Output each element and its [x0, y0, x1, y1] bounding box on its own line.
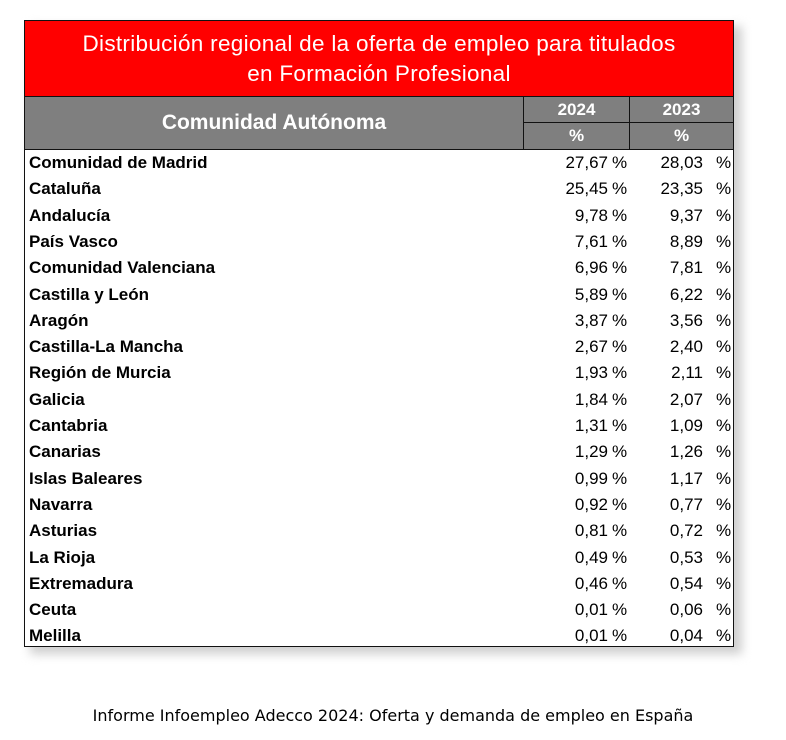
region-name: País Vasco — [29, 231, 118, 251]
year-2024-header: 2024 — [523, 97, 629, 123]
region-name: Andalucía — [29, 205, 111, 225]
percent-sign-2024: % — [612, 442, 628, 462]
percent-sign-2023: % — [716, 494, 732, 514]
table-row — [25, 571, 733, 597]
table-row — [25, 623, 733, 649]
percent-sign-2024: % — [612, 284, 628, 304]
region-name: Extremadura — [29, 573, 133, 593]
region-name: Cantabria — [29, 416, 108, 435]
value-2023: 0,54 — [669, 573, 703, 593]
source-caption: Informe Infoempleo Adecco 2024: Oferta y demanda de empleo en España — [92, 706, 694, 725]
value-2024: 6,96 — [574, 258, 608, 278]
value-2024: 25,45 — [565, 179, 608, 199]
percent-sign-2023: % — [716, 600, 732, 620]
percent-sign-2024: % — [612, 468, 628, 488]
percent-sign-2023: % — [716, 337, 732, 357]
value-2023: 0,06 — [669, 600, 703, 620]
value-2023: 1,26 — [669, 442, 703, 462]
unit-2024-header: % — [523, 123, 629, 149]
percent-sign-2024: % — [612, 573, 628, 593]
table-row — [25, 360, 733, 386]
region-name: Cataluña — [29, 179, 101, 199]
region-name: Región de Murcia — [29, 363, 171, 383]
value-2023: 0,53 — [669, 547, 703, 567]
percent-sign-2024: % — [612, 547, 628, 567]
percent-sign-2024: % — [612, 626, 628, 646]
percent-sign-2024: % — [612, 258, 628, 278]
value-2023: 1,09 — [669, 416, 703, 435]
percent-sign-2023: % — [716, 547, 732, 567]
value-2024: 0,81 — [574, 521, 608, 541]
table-row — [25, 282, 733, 308]
table-row — [25, 545, 733, 571]
value-2024: 0,92 — [574, 494, 608, 514]
table-row — [25, 439, 733, 465]
value-2024: 1,84 — [574, 389, 608, 409]
value-2023: 1,17 — [669, 468, 703, 488]
percent-sign-2023: % — [716, 310, 732, 330]
title-line-2: en Formación Profesional — [247, 61, 511, 86]
percent-sign-2023: % — [716, 153, 732, 172]
table-header — [25, 96, 733, 150]
percent-sign-2023: % — [716, 231, 732, 251]
percent-sign-2023: % — [716, 416, 732, 435]
value-2023: 9,37 — [669, 205, 703, 225]
table-row — [25, 466, 733, 492]
table-row — [25, 150, 733, 176]
value-2024: 2,67 — [574, 337, 608, 357]
value-2024: 1,31 — [574, 416, 608, 435]
region-name: Asturias — [29, 521, 98, 541]
value-2023: 7,81 — [669, 258, 703, 278]
percent-sign-2024: % — [612, 337, 628, 357]
percent-sign-2024: % — [612, 494, 628, 514]
percent-sign-2024: % — [612, 179, 628, 199]
region-name: La Rioja — [29, 547, 96, 567]
percent-sign-2023: % — [716, 205, 732, 225]
percent-sign-2023: % — [716, 468, 732, 488]
region-name: Aragón — [29, 310, 89, 330]
value-2023: 2,11 — [671, 363, 703, 383]
value-2024: 1,93 — [574, 363, 608, 383]
table-row — [25, 492, 733, 518]
percent-sign-2024: % — [612, 600, 628, 620]
table-row — [25, 334, 733, 360]
value-2024: 0,46 — [574, 573, 608, 593]
percent-sign-2024: % — [612, 205, 628, 225]
percent-sign-2023: % — [716, 573, 732, 593]
table-row — [25, 255, 733, 281]
percent-sign-2023: % — [716, 284, 732, 304]
percent-sign-2023: % — [716, 442, 732, 462]
value-2023: 3,56 — [669, 310, 703, 330]
value-2024: 0,01 — [574, 600, 608, 620]
table-row — [25, 229, 733, 255]
title-line-1: Distribución regional de la oferta de empleo para titulados — [82, 31, 676, 56]
value-2023: 0,77 — [669, 494, 703, 514]
table-row — [25, 308, 733, 334]
table-row — [25, 518, 733, 544]
value-2024: 0,49 — [574, 547, 608, 567]
percent-sign-2023: % — [716, 521, 732, 541]
percent-sign-2024: % — [612, 521, 628, 541]
region-name: Galicia — [29, 389, 85, 409]
region-name: Ceuta — [29, 600, 77, 620]
value-2023: 6,22 — [669, 284, 703, 304]
region-name: Comunidad Valenciana — [29, 258, 216, 278]
data-table — [24, 20, 734, 647]
table-row — [25, 597, 733, 623]
region-name: Melilla — [29, 626, 81, 646]
value-2024: 7,61 — [574, 231, 608, 251]
value-2024: 9,78 — [574, 205, 608, 225]
region-name: Navarra — [29, 494, 93, 514]
value-2023: 28,03 — [660, 153, 703, 172]
region-name: Canarias — [29, 442, 101, 462]
percent-sign-2023: % — [716, 179, 732, 199]
value-2024: 1,29 — [574, 442, 608, 462]
percent-sign-2023: % — [716, 389, 732, 409]
value-2024: 3,87 — [574, 310, 608, 330]
region-column-header: Comunidad Autónoma — [161, 111, 387, 134]
table-row — [25, 387, 733, 413]
value-2023: 0,72 — [669, 521, 703, 541]
table-row — [25, 176, 733, 202]
table-row — [25, 413, 733, 439]
value-2023: 2,07 — [669, 389, 703, 409]
region-name: Castilla-La Mancha — [29, 337, 183, 357]
value-2024: 0,01 — [574, 626, 608, 646]
percent-sign-2024: % — [612, 363, 628, 383]
value-2023: 8,89 — [669, 231, 703, 251]
percent-sign-2023: % — [716, 626, 732, 646]
value-2023: 2,40 — [669, 337, 703, 357]
value-2024: 0,99 — [574, 468, 608, 488]
table-row — [25, 203, 733, 229]
value-2024: 5,89 — [574, 284, 608, 304]
value-2023: 23,35 — [660, 179, 703, 199]
region-name: Castilla y León — [29, 284, 149, 304]
percent-sign-2024: % — [612, 153, 628, 172]
percent-sign-2024: % — [612, 231, 628, 251]
unit-2023-header: % — [629, 123, 733, 149]
percent-sign-2024: % — [612, 310, 628, 330]
region-name: Comunidad de Madrid — [29, 153, 208, 172]
region-name: Islas Baleares — [29, 468, 143, 488]
percent-sign-2023: % — [716, 363, 732, 383]
value-2023: 0,04 — [669, 626, 703, 646]
percent-sign-2024: % — [612, 389, 628, 409]
percent-sign-2023: % — [716, 258, 732, 278]
table-title — [25, 21, 733, 96]
year-2023-header: 2023 — [629, 97, 733, 123]
percent-sign-2024: % — [612, 416, 628, 435]
value-2024: 27,67 — [565, 153, 608, 172]
